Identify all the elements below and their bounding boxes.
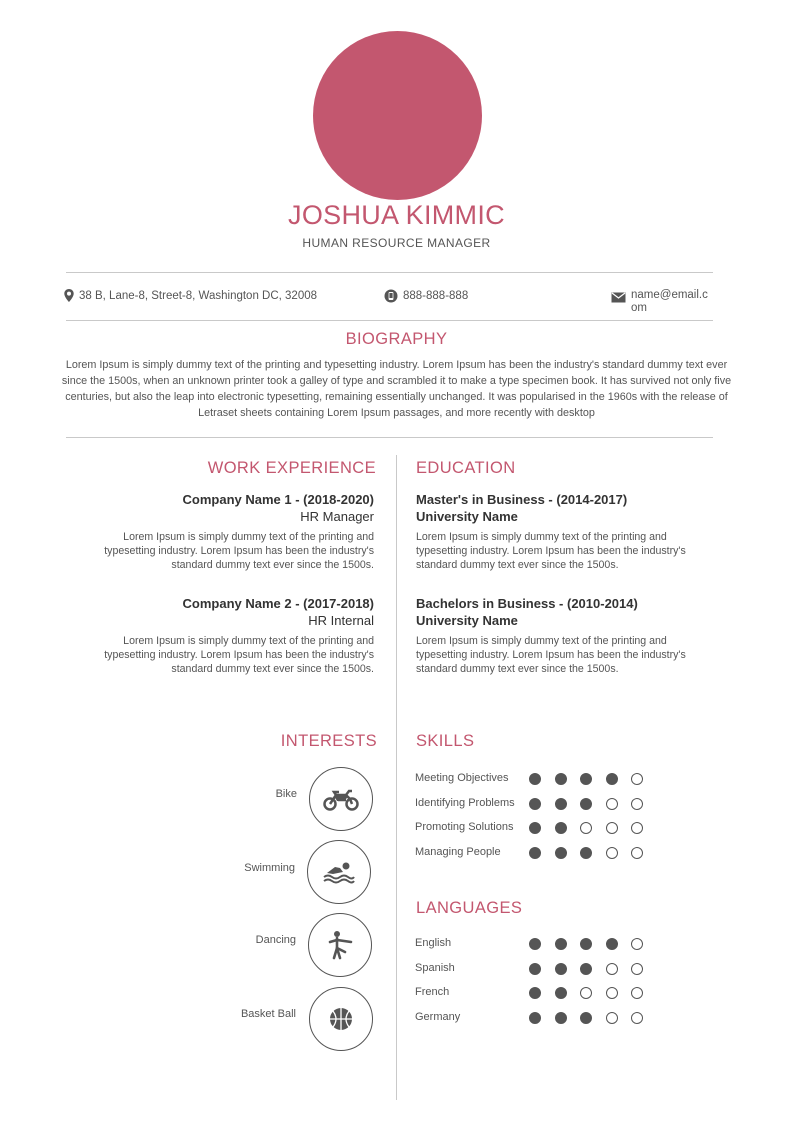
rating-dot-empty xyxy=(631,1012,643,1024)
rating-dot-filled xyxy=(580,938,592,950)
education-school-1: University Name xyxy=(416,509,518,524)
work-entry-2 xyxy=(96,595,374,676)
rating-dot-filled xyxy=(555,822,567,834)
education-desc-2: Lorem Ipsum is simply dummy text of the printing and typesetting industry. Lorem Ipsum has been the industry's standard dummy text ever since the 1500s. xyxy=(416,635,686,675)
rating-dot-empty xyxy=(631,798,643,810)
rating-dot-filled xyxy=(555,938,567,950)
skill-label: Identifying Problems xyxy=(415,796,515,809)
language-rating xyxy=(529,1012,657,1024)
language-row xyxy=(415,986,675,1006)
column-divider xyxy=(396,455,397,1100)
rating-dot-empty xyxy=(606,822,618,834)
work-desc-1: Lorem Ipsum is simply dummy text of the printing and typesetting industry. Lorem Ipsum has been the industry's standard dummy text ever since the 1500s. xyxy=(104,531,374,571)
language-rating xyxy=(529,963,657,975)
rating-dot-filled xyxy=(580,1012,592,1024)
rating-dot-filled xyxy=(580,963,592,975)
interest-swimming xyxy=(307,840,371,904)
skill-rating xyxy=(529,847,657,859)
rating-dot-filled xyxy=(529,987,541,999)
rating-dot-filled xyxy=(529,938,541,950)
skill-row xyxy=(415,821,675,841)
rating-dot-filled xyxy=(555,987,567,999)
work-role-1: HR Manager xyxy=(300,509,374,524)
divider-bio xyxy=(66,437,713,438)
rating-dot-filled xyxy=(529,847,541,859)
skill-row xyxy=(415,772,675,792)
basketball-icon xyxy=(329,1007,353,1031)
skill-label: Managing People xyxy=(415,845,501,858)
language-label: English xyxy=(415,937,452,949)
phone-icon xyxy=(384,289,398,303)
person-name: JOSHUA KIMMIC xyxy=(288,200,505,230)
work-desc-2: Lorem Ipsum is simply dummy text of the printing and typesetting industry. Lorem Ipsum has been the industry's standard dummy text ever since the 1500s. xyxy=(104,635,374,675)
location-pin-icon xyxy=(64,289,74,302)
skills-title: SKILLS xyxy=(416,732,475,750)
rating-dot-filled xyxy=(529,963,541,975)
divider-contact xyxy=(66,320,713,321)
phone-text: 888-888-888 xyxy=(403,290,469,302)
language-label: Germany xyxy=(415,1010,461,1023)
skill-label: Meeting Objectives xyxy=(415,772,509,784)
rating-dot-filled xyxy=(555,1012,567,1024)
motorbike-icon xyxy=(322,787,360,811)
rating-dot-empty xyxy=(631,938,643,950)
languages-title: LANGUAGES xyxy=(416,899,523,917)
rating-dot-filled xyxy=(580,798,592,810)
profile-photo xyxy=(313,31,482,200)
rating-dot-filled xyxy=(555,963,567,975)
contact-address xyxy=(64,289,317,302)
education-school-2: University Name xyxy=(416,613,518,628)
interest-basketball xyxy=(309,987,373,1051)
biography-title: BIOGRAPHY xyxy=(345,330,448,348)
interest-dancing xyxy=(308,913,372,977)
rating-dot-empty xyxy=(606,1012,618,1024)
interest-label-dancing: Dancing xyxy=(255,934,296,946)
language-row xyxy=(415,1011,675,1031)
rating-dot-empty xyxy=(606,847,618,859)
rating-dot-empty xyxy=(580,822,592,834)
rating-dot-filled xyxy=(529,798,541,810)
work-entry-1 xyxy=(96,491,374,572)
language-label: French xyxy=(415,986,450,998)
envelope-icon xyxy=(611,292,626,303)
interest-label-bike: Bike xyxy=(275,788,297,800)
rating-dot-filled xyxy=(606,773,618,785)
skill-label: Promoting Solutions xyxy=(415,821,514,833)
rating-dot-empty xyxy=(631,773,643,785)
contact-email xyxy=(611,289,713,314)
language-row xyxy=(415,937,675,957)
language-label: Spanish xyxy=(415,961,455,974)
skill-row xyxy=(415,846,675,866)
rating-dot-filled xyxy=(580,847,592,859)
interest-bike xyxy=(309,767,373,831)
language-row xyxy=(415,962,675,982)
rating-dot-filled xyxy=(555,847,567,859)
rating-dot-empty xyxy=(631,963,643,975)
education-desc-1: Lorem Ipsum is simply dummy text of the printing and typesetting industry. Lorem Ipsum has been the industry's standard dummy text ever since the 1500s. xyxy=(416,531,686,571)
interests-title: INTERESTS xyxy=(280,732,377,750)
education-degree-1: Master's in Business - (2014-2017) xyxy=(416,492,628,507)
rating-dot-empty xyxy=(606,987,618,999)
work-company-1: Company Name 1 - (2018-2020) xyxy=(182,492,374,507)
skill-rating xyxy=(529,798,657,810)
email-text[interactable]: name@email.com xyxy=(631,289,708,314)
swimmer-icon xyxy=(323,860,355,884)
rating-dot-filled xyxy=(555,798,567,810)
skill-rating xyxy=(529,822,657,834)
job-title: HUMAN RESOURCE MANAGER xyxy=(302,236,491,250)
rating-dot-filled xyxy=(529,822,541,834)
interest-label-basketball: Basket Ball xyxy=(240,1008,296,1020)
rating-dot-empty xyxy=(606,963,618,975)
rating-dot-empty xyxy=(631,847,643,859)
interest-label-swimming: Swimming xyxy=(244,862,295,874)
divider-top xyxy=(66,272,713,273)
biography-text: Lorem Ipsum is simply dummy text of the printing and typesetting industry. Lorem Ipsum has been the industry's standard dummy text ever since the 1500s, when an unknown printer took a galley of type and scrambled it to make a type specimen book. It has survived not only five centuries, but also the leap into electronic typesetting, remaining essentially unchanged. It was popularised in the 1960s with the release of Letraset sheets containing Lorem Ipsum passages, and more recently with desktop xyxy=(61,359,732,419)
language-rating xyxy=(529,938,657,950)
rating-dot-empty xyxy=(631,822,643,834)
education-title: EDUCATION xyxy=(416,459,516,477)
rating-dot-filled xyxy=(606,938,618,950)
rating-dot-empty xyxy=(606,798,618,810)
dancer-icon xyxy=(327,930,353,960)
rating-dot-filled xyxy=(555,773,567,785)
skill-row xyxy=(415,797,675,817)
rating-dot-empty xyxy=(631,987,643,999)
rating-dot-filled xyxy=(580,773,592,785)
work-company-2: Company Name 2 - (2017-2018) xyxy=(182,596,374,611)
work-role-2: HR Internal xyxy=(308,613,374,628)
rating-dot-filled xyxy=(529,1012,541,1024)
language-rating xyxy=(529,987,657,999)
rating-dot-empty xyxy=(580,987,592,999)
work-experience-title: WORK EXPERIENCE xyxy=(207,459,376,477)
rating-dot-filled xyxy=(529,773,541,785)
education-entry-1 xyxy=(416,491,694,572)
education-entry-2 xyxy=(416,595,694,676)
skill-rating xyxy=(529,773,657,785)
address-text: 38 B, Lane-8, Street-8, Washington DC, 32008 xyxy=(79,289,318,302)
education-degree-2: Bachelors in Business - (2010-2014) xyxy=(416,596,638,611)
contact-phone xyxy=(384,289,468,303)
